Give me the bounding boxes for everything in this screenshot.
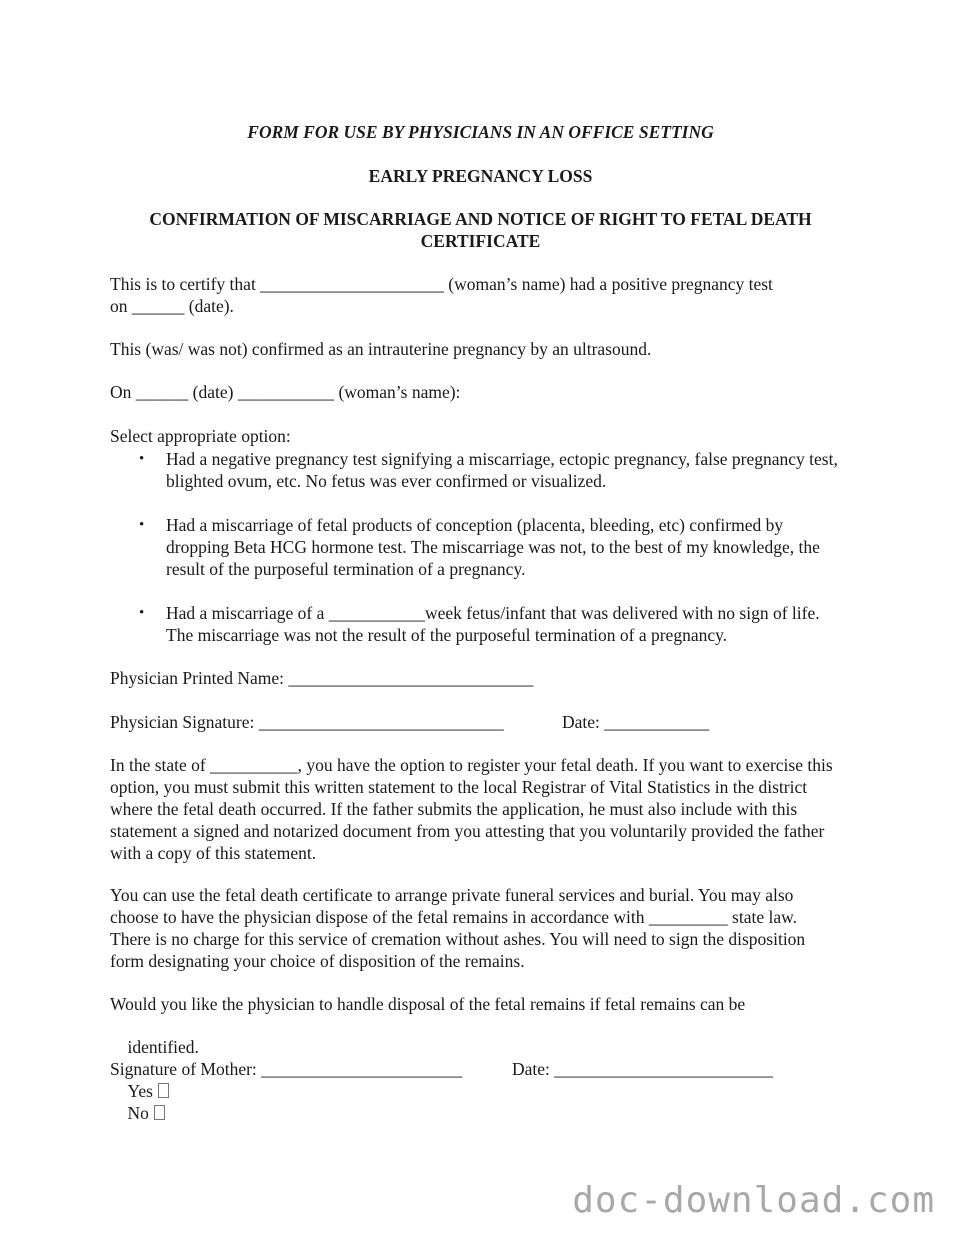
form-usage-title: FORM FOR USE BY PHYSICIANS IN AN OFFICE SETTING bbox=[247, 122, 714, 142]
mother-signature-field: Signature of Mother: _______________________ bbox=[110, 1059, 463, 1079]
state-registration-paragraph: In the state of __________, you have the option to register your fetal death. If you want to exercise this option, you must submit this written statement to the local Registrar of Vital Statistics in the district where the fetal death occurred. If the father submits the application, he must also include with this statement a signed and notarized document from you attesting that you voluntarily provided the father with a copy of this statement. bbox=[110, 755, 838, 863]
no-label: No bbox=[127, 1103, 149, 1123]
disposal-question-line-1: Would you like the physician to handle disposal of the fetal remains if fetal remains can be bbox=[110, 994, 746, 1014]
mother-date-field: Date: _________________________ bbox=[512, 1059, 774, 1079]
fetal-death-certificate-paragraph: You can use the fetal death certificate to arrange private funeral services and burial. You may also choose to have the physician dispose of the fetal remains in accordance with _________ state law. There is no charge for this service of cremation without ashes. You will need to sign the disposition form designating your choice of disposition of the remains. bbox=[110, 885, 810, 971]
option-text: Had a negative pregnancy test signifying a miscarriage, ectopic pregnancy, false pregnancy test, blighted ovum, etc. No fetus was ever confirmed or visualized. bbox=[166, 449, 838, 491]
physician-date-field: Date: ____________ bbox=[562, 712, 710, 732]
option-products-of-conception bbox=[139, 514, 846, 580]
no-checkbox[interactable] bbox=[154, 1105, 165, 1120]
certify-line-2: on ______ (date). bbox=[110, 296, 234, 316]
ultrasound-statement: This (was/ was not) confirmed as an intrauterine pregnancy by an ultrasound. bbox=[110, 339, 652, 359]
option-fetus-delivered bbox=[139, 602, 846, 646]
on-date-line: On ______ (date) ___________ (woman’s name): bbox=[110, 382, 461, 402]
option-text: Had a miscarriage of a ___________week fetus/infant that was delivered with no sign of life. The miscarriage was not the result of the purposeful termination of a pregnancy. bbox=[166, 603, 820, 645]
bullet-icon: • bbox=[139, 517, 145, 533]
bullet-icon: • bbox=[139, 451, 145, 467]
option-negative-test bbox=[139, 448, 846, 492]
disposal-question-line-2 bbox=[110, 1014, 845, 1146]
site-watermark: doc-download.com bbox=[572, 1180, 935, 1221]
form-subtitle: CONFIRMATION OF MISCARRIAGE AND NOTICE OF RIGHT TO FETAL DEATH CERTIFICATE bbox=[149, 209, 812, 251]
disposal-question-text: identified. bbox=[127, 1037, 199, 1057]
bullet-icon: • bbox=[139, 605, 145, 621]
option-text: Had a miscarriage of fetal products of conception (placenta, bleeding, etc) confirmed by dropping Beta HCG hormone test. The miscarriage was not, to the best of my knowledge, the result of the purposeful termination of a pregnancy. bbox=[166, 515, 820, 579]
yes-label: Yes bbox=[127, 1081, 153, 1101]
form-title: EARLY PREGNANCY LOSS bbox=[368, 166, 593, 186]
physician-signature-field: Physician Signature: ____________________________ bbox=[110, 712, 504, 732]
certify-line-1: This is to certify that _____________________ (woman’s name) had a positive pregnancy test bbox=[110, 274, 773, 294]
physician-printed-name-field: Physician Printed Name: ____________________________ bbox=[110, 668, 534, 688]
select-option-label: Select appropriate option: bbox=[110, 426, 291, 446]
yes-checkbox[interactable] bbox=[158, 1083, 169, 1098]
